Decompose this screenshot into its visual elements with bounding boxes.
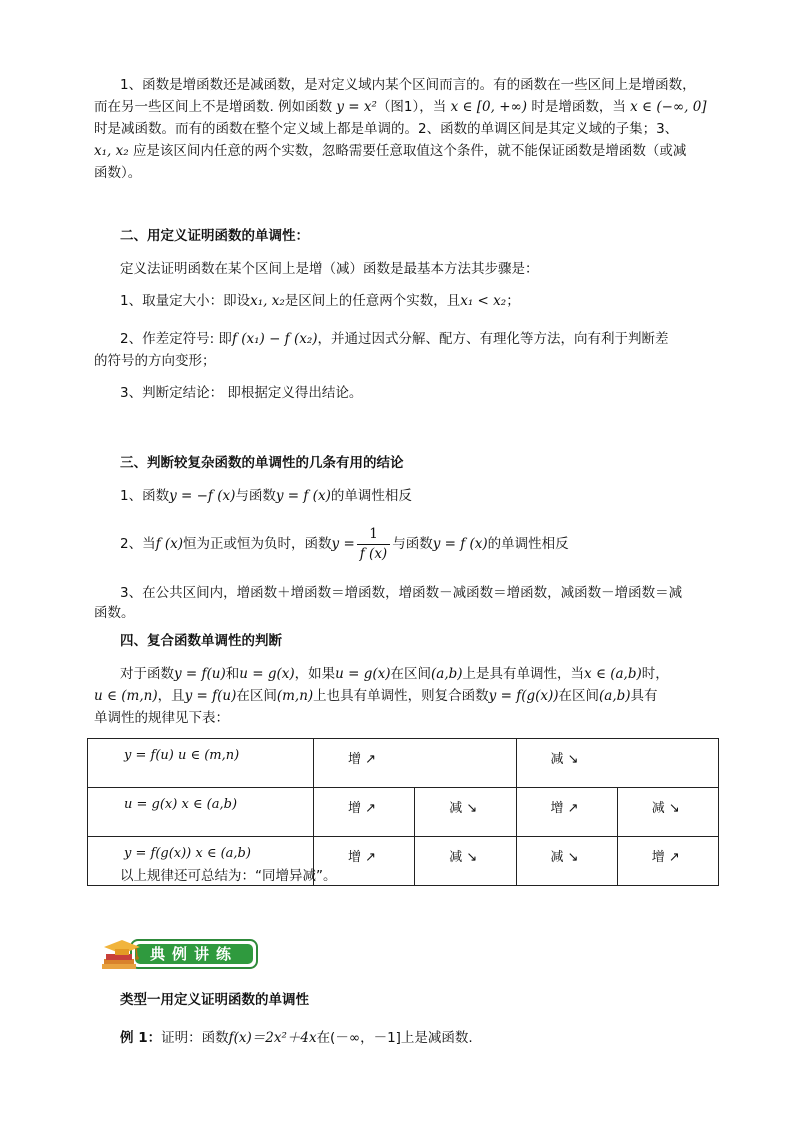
math-expression: y = f(u) bbox=[174, 666, 226, 682]
table-cell: 增 ↗ bbox=[617, 837, 718, 886]
math-expression: f (x) bbox=[155, 536, 184, 552]
type-1-heading: 类型一用定义证明函数的单调性 bbox=[120, 992, 309, 1008]
math-expression: u ∈ (m,n) bbox=[94, 688, 158, 704]
intro-line-2 bbox=[94, 97, 716, 118]
item-text: 2、当 bbox=[120, 536, 156, 552]
para-text: 在区间 bbox=[236, 688, 277, 704]
table-cell: 增 ↗ bbox=[314, 788, 415, 837]
table-cell: 增 ↗ bbox=[516, 788, 617, 837]
math-expression: y = bbox=[331, 536, 355, 552]
banner-label: 典例讲练 bbox=[135, 944, 253, 964]
table-cell: 增 ↗ bbox=[314, 837, 415, 886]
math-expression: x ∈ (a,b) bbox=[584, 666, 642, 682]
math-expression: (m,n) bbox=[276, 688, 314, 704]
item-text: 1、函数 bbox=[120, 488, 170, 504]
example-label: 例 1： bbox=[120, 1030, 162, 1046]
table-cell: 减 ↘ bbox=[415, 788, 516, 837]
fraction bbox=[357, 525, 390, 564]
math-expression: (a,b) bbox=[431, 666, 463, 682]
table-row-label: y = f(u) u ∈ (m,n) bbox=[88, 739, 314, 788]
intro-line-4 bbox=[94, 141, 716, 162]
math-expression: y = x² bbox=[336, 99, 377, 115]
composite-monotonicity-table bbox=[87, 738, 719, 886]
example-1 bbox=[120, 1028, 716, 1049]
table-cell: 增 ↗ bbox=[314, 739, 517, 788]
math-expression: f(x)＝2x²＋4x bbox=[228, 1030, 317, 1046]
math-expression: y = f (x) bbox=[275, 488, 331, 504]
section-4-para-line-1 bbox=[120, 664, 716, 685]
section-4-para-line-2 bbox=[94, 686, 716, 707]
section-3-item-3-cont: 函数。 bbox=[94, 605, 135, 621]
step-text: ，并通过因式分解、配方、有理化等方法，向有利于判断差 bbox=[317, 331, 669, 347]
table-cell: 减 ↘ bbox=[617, 788, 718, 837]
intro-text: 时是增函数，当 bbox=[531, 99, 626, 115]
item-text: 恒为正或恒为负时，函数 bbox=[183, 536, 332, 552]
para-text: 和 bbox=[225, 666, 240, 682]
example-practice-banner bbox=[100, 937, 256, 969]
section-2-step-1 bbox=[120, 291, 716, 312]
intro-text: 应是该区间内任意的两个实数，忽略需要任意取值这个条件，就不能保证函数是增函数（或减 bbox=[132, 143, 687, 159]
section-4-heading: 四、复合函数单调性的判断 bbox=[120, 633, 282, 649]
para-text: 上是具有单调性，当 bbox=[462, 666, 585, 682]
item-text: 与函数 bbox=[235, 488, 276, 504]
para-text: 时， bbox=[641, 666, 669, 682]
example-text: 在(－∞，－1]上是减函数. bbox=[316, 1030, 473, 1046]
example-text: 证明：函数 bbox=[161, 1030, 229, 1046]
step-text: ； bbox=[506, 293, 520, 309]
intro-text: （图1），当 bbox=[376, 99, 447, 115]
table-row bbox=[88, 739, 719, 788]
math-expression: y = f(u) bbox=[184, 688, 237, 704]
para-text: ，如果 bbox=[294, 666, 336, 682]
section-2-intro: 定义法证明函数在某个区间上是增（减）函数是最基本方法其步骤是： bbox=[120, 261, 539, 277]
section-2-heading: 二、用定义证明函数的单调性： bbox=[120, 228, 309, 244]
item-text: 与函数 bbox=[392, 536, 433, 552]
table-cell: 减 ↘ bbox=[415, 837, 516, 886]
para-text: 在区间 bbox=[390, 666, 432, 682]
para-text: 对于函数 bbox=[120, 666, 174, 682]
para-text: 上也具有单调性，则复合函数 bbox=[313, 688, 489, 704]
step-text: 1、取量定大小：即设 bbox=[120, 293, 251, 309]
fraction-denominator: f (x) bbox=[359, 545, 388, 562]
section-2-step-2 bbox=[120, 329, 716, 350]
item-text: 的单调性相反 bbox=[330, 488, 412, 504]
math-expression: u = g(x) bbox=[335, 666, 391, 682]
step-text: 2、作差定符号: 即 bbox=[120, 331, 232, 347]
item-text: 的单调性相反 bbox=[487, 536, 569, 552]
step-text: 是区间上的任意两个实数，且 bbox=[284, 293, 461, 309]
math-expression: x₁ < x₂ bbox=[460, 293, 507, 309]
para-text: 具有 bbox=[630, 688, 658, 704]
math-expression: y = −f (x) bbox=[169, 488, 236, 504]
section-3-item-2 bbox=[120, 522, 716, 566]
section-4-para-line-3: 单调性的规律见下表： bbox=[94, 710, 229, 726]
math-expression: (a,b) bbox=[599, 688, 631, 704]
table-row-label: y = f(g(x)) x ∈ (a,b) bbox=[88, 837, 314, 886]
intro-line-3: 时是减函数。而有的函数在整个定义域上都是单调的。2、函数的单调区间是其定义域的子集；3、 bbox=[94, 121, 679, 137]
math-expression: x ∈ [0, +∞) bbox=[450, 99, 528, 115]
table-row-label: u = g(x) x ∈ (a,b) bbox=[88, 788, 314, 837]
section-2-step-3: 3、判断定结论： 即根据定义得出结论。 bbox=[120, 385, 363, 401]
table-cell: 减 ↘ bbox=[516, 837, 617, 886]
math-expression: f (x₁) − f (x₂) bbox=[231, 331, 318, 347]
para-text: 在区间 bbox=[558, 688, 600, 704]
math-expression: u = g(x) bbox=[239, 666, 295, 682]
math-expression: y = f(g(x)) bbox=[488, 688, 559, 704]
section-3-item-3: 3、在公共区间内，增函数＋增函数＝增函数，增函数－减函数＝增函数，减函数－增函数＝减 bbox=[120, 585, 683, 601]
table-cell: 减 ↘ bbox=[516, 739, 719, 788]
intro-line-1: 1、函数是增函数还是减函数，是对定义域内某个区间而言的。有的函数在一些区间上是增函数， bbox=[120, 77, 696, 93]
table-summary: 以上规律还可总结为：“同增异减”。 bbox=[120, 868, 337, 884]
section-3-heading: 三、判断较复杂函数的单调性的几条有用的结论 bbox=[120, 455, 404, 471]
math-expression: x ∈ (−∞, 0] bbox=[630, 99, 707, 115]
para-text: ，且 bbox=[157, 688, 185, 704]
intro-text: 而在另一些区间上不是增函数. 例如函数 bbox=[94, 99, 333, 115]
graduation-cap-books-icon bbox=[100, 937, 144, 971]
fraction-numerator: 1 bbox=[357, 525, 390, 545]
banner-frame bbox=[130, 939, 258, 969]
section-2-step-2-cont: 的符号的方向变形； bbox=[94, 353, 216, 369]
intro-line-5: 函数）。 bbox=[94, 165, 142, 181]
table-row bbox=[88, 788, 719, 837]
math-expression: x₁, x₂ bbox=[250, 293, 285, 309]
math-expression: x₁, x₂ bbox=[94, 143, 129, 159]
math-expression: y = f (x) bbox=[432, 536, 488, 552]
section-3-item-1 bbox=[120, 486, 716, 507]
